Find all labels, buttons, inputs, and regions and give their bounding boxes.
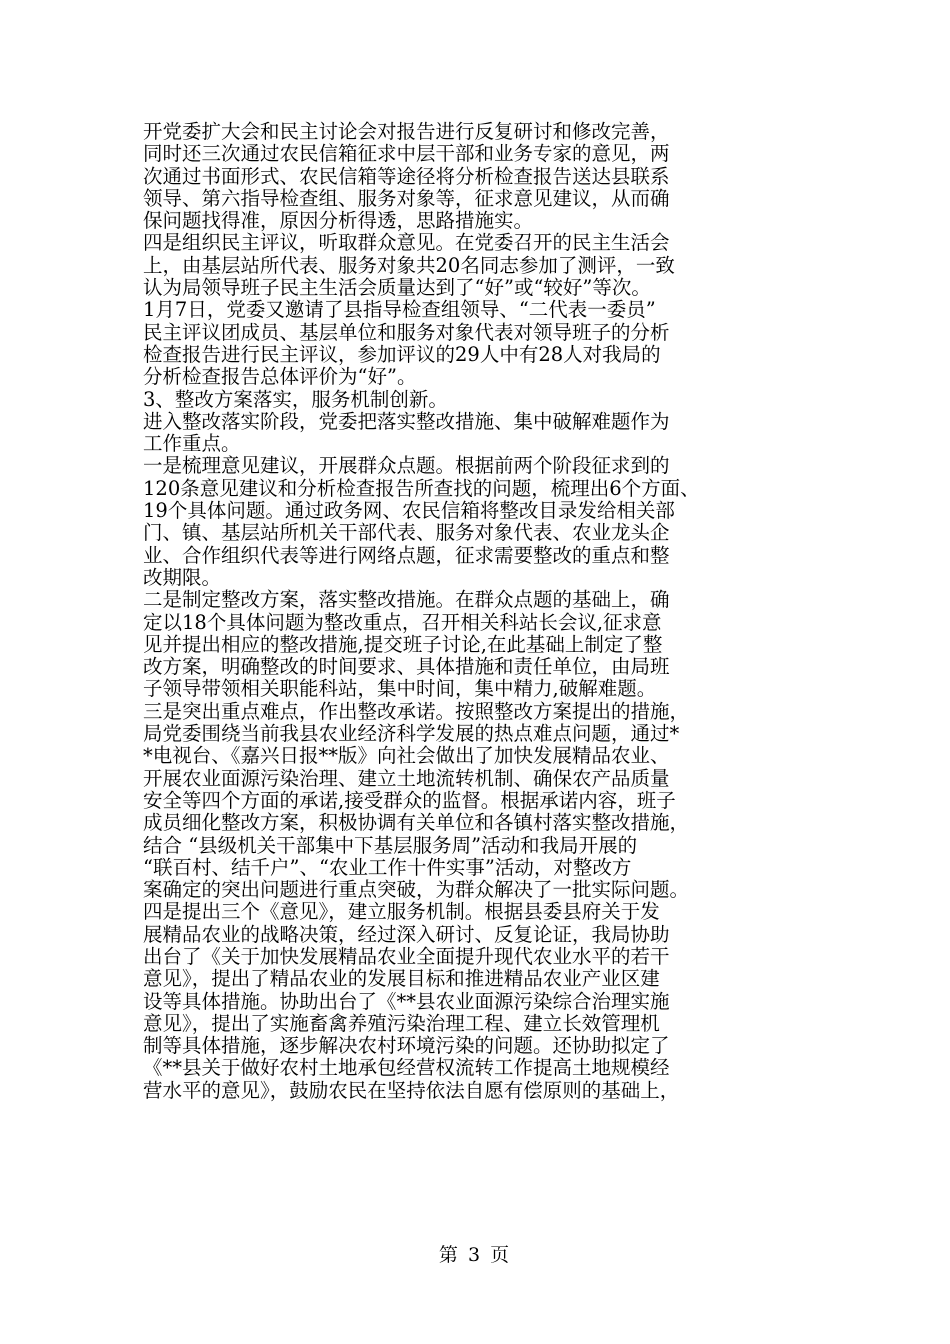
text-line: “联百村、结千户”、“农业工作十件实事”活动，对整改方 (143, 855, 632, 879)
text-line: 营水平的意见》，鼓励农民在坚持依法自愿有偿原则的基础上， (143, 1078, 680, 1102)
text-line: 《**县关于做好农村土地承包经营权流转工作提高土地规模经 (143, 1056, 670, 1080)
text-line: 门、镇、基层站所机关干部代表、服务对象代表、农业龙头企 (143, 521, 670, 545)
text-line: 二是制定整改方案，落实整改措施。在群众点题的基础上，确 (143, 588, 670, 612)
text-line: 意见》，提出了精品农业的发展目标和推进精品农业产业区建 (143, 967, 660, 991)
text-line: 19个具体问题。通过政务网、农民信箱将整改目录发给相关部 (143, 499, 675, 523)
text-line: 制等具体措施，逐步解决农村环境污染的问题。还协助拟定了 (143, 1034, 670, 1058)
text-line: 3、整改方案落实，服务机制创新。 (143, 387, 448, 411)
text-line: 见并提出相应的整改措施,提交班子讨论,在此基础上制定了整 (143, 632, 663, 656)
text-line: 改方案，明确整改的时间要求、具体措施和责任单位，由局班 (143, 655, 670, 679)
document-body (143, 121, 813, 1102)
text-line: 三是突出重点难点，作出整改承诺。按照整改方案提出的措施， (143, 699, 690, 723)
text-line: 保问题找得准，原因分析得透，思路措施实。 (143, 209, 534, 233)
text-line: 开展农业面源污染治理、建立土地流转机制、确保农产品质量 (143, 766, 670, 790)
text-line: 定以18个具体问题为整改重点，召开相关科站长会议,征求意 (143, 610, 662, 634)
page-number: 第 3 页 (438, 1244, 512, 1266)
text-line: 认为局领导班子民主生活会质量达到了“好”或“较好”等次。 (143, 276, 651, 300)
text-line: *电视台、《嘉兴日报**版》向社会做出了加快发展精品农业、 (143, 744, 670, 768)
text-line: 民主评议团成员、基层单位和服务对象代表对领导班子的分析 (143, 320, 670, 344)
text-line: 同时还三次通过农民信箱征求中层干部和业务专家的意见，两 (143, 142, 670, 166)
text-line: 工作重点。 (143, 432, 241, 456)
text-line: 四是提出三个《意见》，建立服务机制。根据县委县府关于发 (143, 900, 660, 924)
text-line: 安全等四个方面的承诺,接受群众的监督。根据承诺内容，班子 (143, 788, 676, 812)
text-line: 检查报告进行民主评议，参加评议的29人中有28人对我局的 (143, 342, 661, 366)
text-line: 设等具体措施。协助出台了《**县农业面源污染综合治理实施 (143, 989, 670, 1013)
text-line: 意见》，提出了实施畜禽养殖污染治理工程、建立长效管理机 (143, 1011, 660, 1035)
text-line: 结合 “县级机关干部集中下基层服务周”活动和我局开展的 (143, 833, 638, 857)
text-line: 120条意见建议和分析检查报告所查找的问题，梳理出6个方面、 (143, 476, 700, 500)
text-line: 次通过书面形式、农民信箱等途径将分析检查报告送达县联系 (143, 164, 670, 188)
text-line: 出台了《关于加快发展精品农业全面提升现代农业水平的若干 (143, 944, 670, 968)
text-line: 开党委扩大会和民主讨论会对报告进行反复研讨和修改完善， (143, 120, 670, 143)
text-line: 改期限。 (143, 565, 222, 589)
text-line: 四是组织民主评议，听取群众意见。在党委召开的民主生活会 (143, 231, 670, 255)
text-line: 分析检查报告总体评价为“好”。 (143, 365, 417, 389)
text-line: 展精品农业的战略决策，经过深入研讨、反复论证，我局协助 (143, 922, 670, 946)
text-line: 成员细化整改方案，积极协调有关单位和各镇村落实整改措施， (143, 811, 690, 835)
text-line: 案确定的突出问题进行重点突破，为群众解决了一批实际问题。 (143, 878, 690, 902)
text-line: 业、合作组织代表等进行网络点题，征求需要整改的重点和整 (143, 543, 670, 567)
text-line: 局党委围绕当前我县农业经济科学发展的热点难点问题，通过* (143, 722, 680, 746)
text-line: 子领导带领相关职能科站，集中时间，集中精力,破解难题。 (143, 677, 657, 701)
text-line: 进入整改落实阶段，党委把落实整改措施、集中破解难题作为 (143, 409, 670, 433)
text-line: 领导、第六指导检查组、服务对象等，征求意见建议，从而确 (143, 186, 670, 210)
text-line: 一是梳理意见建议，开展群众点题。根据前两个阶段征求到的 (143, 454, 670, 478)
text-line: 上，由基层站所代表、服务对象共20名同志参加了测评，一致 (143, 253, 675, 277)
text-line: 1月7日，党委又邀请了县指导检查组领导、“二代表一委员” (143, 298, 656, 322)
